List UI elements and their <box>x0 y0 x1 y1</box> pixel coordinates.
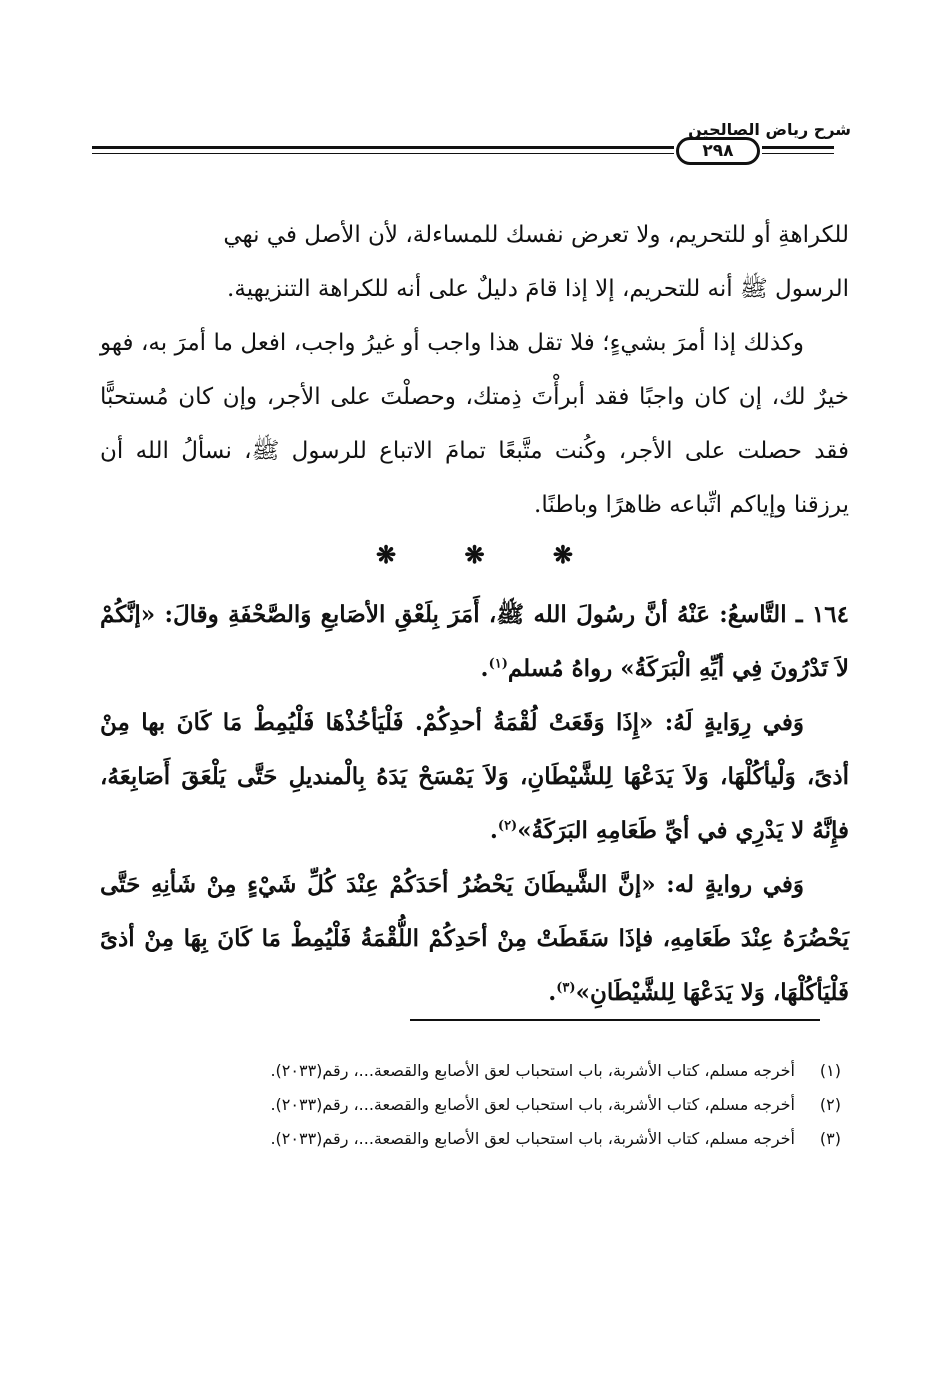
footnote-item <box>101 1092 841 1117</box>
footnote-rule <box>410 1019 820 1021</box>
hadith-paragraph: وَفي روايةٍ له: «إنَّ الشَّيطَانَ يَحْضُرُ أحَدَكُمْ عِنْدَ كُلِّ شَيْءٍ مِنْ شَأنِهِ حَتَّى يَحْضُرَهُ عِنْدَ طَعَامِهِ، فإذَا سَقَطَتْ مِنْ أحَدِكُمْ اللُّقْمَةُ فَلْيُمِطْ مَا كَانَ بِهَا مِنْ أذىً فَلْيَأكُلْهَا، وَلا يَدَعْهَا لِلشَّيْطَانِ»$^{(٣)}$. <box>100 871 849 1006</box>
commentary-line: للكراهةِ أو للتحريم، ولا تعرض نفسك للمساءلة، لأن الأصل في نهي <box>223 222 849 248</box>
footnote-ref: (٢) <box>497 818 518 834</box>
header-rule <box>92 153 674 154</box>
page-number: ٢٩٨ <box>676 137 760 165</box>
header-rule <box>92 146 674 149</box>
running-head-title: شرح رياض الصالحين <box>688 120 851 139</box>
asterisk-ornament: ❋ <box>552 540 574 569</box>
hadith-text: وَفي روايةٍ له: «إنَّ الشَّيطَانَ يَحْضُرُ أحَدَكُمْ عِنْدَ كُلِّ شَيْءٍ مِنْ شَأنِهِ حَتَّى يَحْضُرَهُ عِنْدَ طَعَامِهِ، فإذَا سَقَطَتْ مِنْ أحَدِكُمْ اللُّقْمَةُ فَلْيُمِطْ مَا كَانَ بِهَا مِنْ أذىً فَلْيَأكُلْهَا، وَلا يَدَعْهَا لِلشَّيْطَانِ» <box>100 871 849 1006</box>
commentary-paragraph: وكذلك إذا أمرَ بشيءٍ؛ فلا تقل هذا واجب أو غيرُ واجب، افعل ما أمرَ به، فهو خيرٌ لك، إن كان واجبًا فقد أبرأْتَ ذِمتك، وحصلْتَ على الأجر، وإن كان مُستحبًّا فقد حصلت على الأجر، وكُنت متَّبعًا تمامَ الاتباع للرسول ﷺ، نسألُ الله أن يرزقنا وإياكم اتِّباعه ظاهرًا وباطنًا. <box>100 330 849 518</box>
footnote-text: أخرجه مسلم، كتاب الأشربة، باب استحباب لعق الأصابع والقصعة...، رقم(٢٠٣٣). <box>270 1129 795 1148</box>
footnote-number: (١) <box>819 1061 841 1080</box>
footnote-text: أخرجه مسلم، كتاب الأشربة، باب استحباب لعق الأصابع والقصعة...، رقم(٢٠٣٣). <box>270 1061 795 1080</box>
footnotes <box>101 1058 841 1160</box>
hadith-paragraph: ١٦٤ ـ التَّاسعُ: عَنْهُ أنَّ رسُولَ الله ﷺ، أَمَرَ بِلَعْقِ الأصَابعِ وَالصَّحْفَةِ وقالَ: «إنَّكُمْ لاَ تَدْرُونَ فِي أيِّهِ الْبَرَكَةُ» رواهُ مُسلم$^{(١)}$. <box>100 601 849 682</box>
footnote-text: أخرجه مسلم، كتاب الأشربة، باب استحباب لعق الأصابع والقصعة...، رقم(٢٠٣٣). <box>270 1095 795 1114</box>
footnote-ref: (١) <box>488 656 508 672</box>
commentary-text <box>100 208 849 532</box>
hadith-text: وَفي رِوَايةٍ لَهُ: «إِذَا وَقَعَتْ لُقْمَةُ أحدِكُمْ. فَلْيَأخُذْهَا فَلْيُمِطْ مَا كَانَ بها مِنْ أذىً، وَلْيأكُلْهَا، وَلاَ يَدَعْهَا لِلشَّيْطَانِ، وَلاَ يَمْسَحْ يَدَهُ بِالْمنديلِ حَتَّى يَلْعَقَ أَصَابِعَهُ، فإِنَّهُ لا يَدْرِي في أيِّ طَعَامِهِ البَرَكَةُ» <box>100 709 849 844</box>
asterisk-ornament: ❋ <box>375 540 397 569</box>
asterisk-ornament: ❋ <box>464 540 485 569</box>
footnote-item <box>101 1058 841 1083</box>
hadith-paragraph: وَفي رِوَايةٍ لَهُ: «إِذَا وَقَعَتْ لُقْمَةُ أحدِكُمْ. فَلْيَأخُذْهَا فَلْيُمِطْ مَا كَانَ بها مِنْ أذىً، وَلْيأكُلْهَا، وَلاَ يَدَعْهَا لِلشَّيْطَانِ، وَلاَ يَمْسَحْ يَدَهُ بِالْمنديلِ حَتَّى يَلْعَقَ أَصَابِعَهُ، فإِنَّهُ لا يَدْرِي في أيِّ طَعَامِهِ البَرَكَةُ»$^{(٢)}$. <box>100 709 849 844</box>
footnote-number: (٣) <box>819 1129 841 1148</box>
hadith-section <box>100 588 849 1020</box>
hadith-text: ١٦٤ ـ التَّاسعُ: عَنْهُ أنَّ رسُولَ الله ﷺ، أَمَرَ بِلَعْقِ الأصَابعِ وَالصَّحْفَةِ وقالَ: «إنَّكُمْ لاَ تَدْرُونَ فِي أيِّهِ الْبَرَكَةُ» رواهُ مُسلم <box>100 601 849 682</box>
commentary-line: الرسول ﷺ أنه للتحريم، إلا إذا قامَ دليلٌ على أنه للكراهة التنزيهية. <box>227 276 849 302</box>
footnote-ref: (٣) <box>556 980 576 996</box>
header-rule <box>762 153 834 154</box>
footnote-item <box>101 1126 841 1151</box>
header-rule <box>762 146 834 149</box>
section-separator <box>0 540 949 569</box>
footnote-number: (٢) <box>819 1095 841 1114</box>
